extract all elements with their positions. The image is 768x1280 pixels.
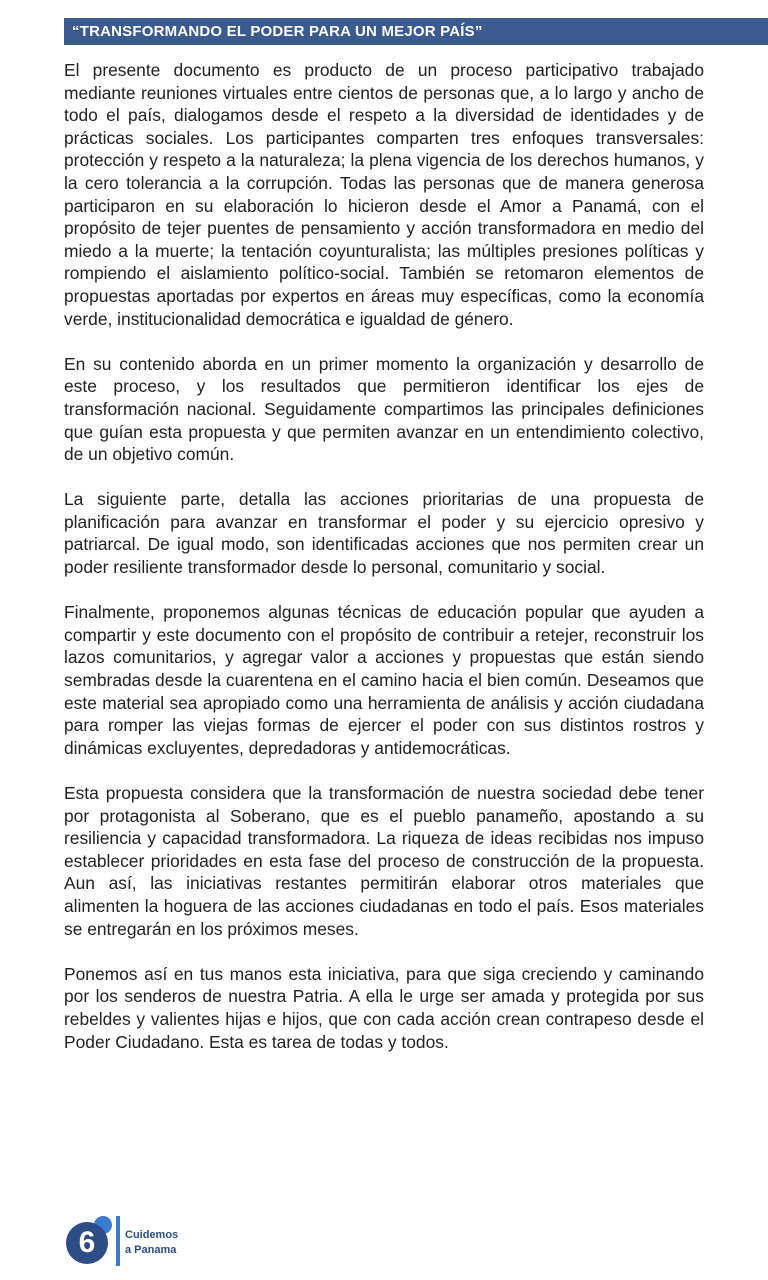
page-number: 6	[66, 1222, 108, 1264]
brand-line-2: a Panama	[125, 1244, 177, 1256]
document-body	[64, 59, 704, 1076]
paragraph: El presente documento es producto de un proceso participativo trabajado mediante reuniones virtuales entre cientos de personas que, a lo largo y ancho de todo el país, dialogamos desde el respeto a la diversidad de identidades y de prácticas sociales. Los participantes comparten tres enfoques transversales: protección y respeto a la naturaleza; la plena vigencia de los derechos humanos, y la cero tolerancia a la corrupción. Todas las personas que de manera generosa participaron en su elaboración lo hicieron desde el Amor a Panamá, con el propósito de tejer puentes de pensamiento y acción transformadora en medio del miedo a la muerte; la tentación coyunturalista; las múltiples presiones políticas y rompiendo el aislamiento político-social. También se retomaron elementos de propuestas aportadas por expertos en áreas muy específicas, como la economía verde, institucionalidad democrática e igualdad de género.	[64, 60, 704, 329]
paragraph: Esta propuesta considera que la transformación de nuestra sociedad debe tener por protagonista al Soberano, que es el pueblo panameño, apostando a su resiliencia y capacidad transformadora. La riqueza de ideas recibidas nos impuso establecer prioridades en esta fase del proceso de construcción de la propuesta. Aun así, las iniciativas restantes permitirán elaborar otros materiales que alimenten la hoguera de las acciones ciudadanas en todo el país. Esos materiales se entregarán en los próximos meses.	[64, 783, 704, 939]
brand-line-1: Cuidemos	[125, 1229, 179, 1241]
paragraph: En su contenido aborda en un primer momento la organización y desarrollo de este proceso, y los resultados que permitieron identificar los ejes de transformación nacional. Seguidamente compartimos las principales definiciones que guían esta propuesta y que permiten avanzar en un entendimiento colectivo, de un objetivo común.	[64, 353, 704, 465]
divider	[116, 1216, 120, 1266]
brand-logo-text	[125, 1228, 178, 1258]
page-footer	[64, 1212, 204, 1272]
paragraph: Finalmente, proponemos algunas técnicas de educación popular que ayuden a compartir y este documento con el propósito de contribuir a retejer, reconstruir los lazos comunitarios, y agregar valor a acciones y propuestas que están siendo sembradas desde la cuarentena en el camino hacia el bien común. Deseamos que este material sea apropiado como una herramienta de análisis y acción ciudadana para romper las viejas formas de ejercer el poder con sus distintos rostros y dinámicas excluyentes, depredadoras y antidemocráticas.	[64, 602, 704, 758]
paragraph: La siguiente parte, detalla las acciones prioritarias de una propuesta de planificación para avanzar en transformar el poder y su ejercicio opresivo y patriarcal. De igual modo, son identificadas acciones que nos permiten crear un poder resiliente transformador desde lo personal, comunitario y social.	[64, 489, 704, 578]
paragraph: Ponemos así en tus manos esta iniciativa, para que siga creciendo y caminando por los senderos de nuestra Patria. A ella le urge ser amada y protegida por sus rebeldes y valientes hijas e hijos, que con cada acción crean contrapeso desde el Poder Ciudadano. Esta es tarea de todas y todos.	[64, 963, 704, 1052]
section-header: “TRANSFORMANDO EL PODER PARA UN MEJOR PAÍS”	[64, 18, 768, 45]
